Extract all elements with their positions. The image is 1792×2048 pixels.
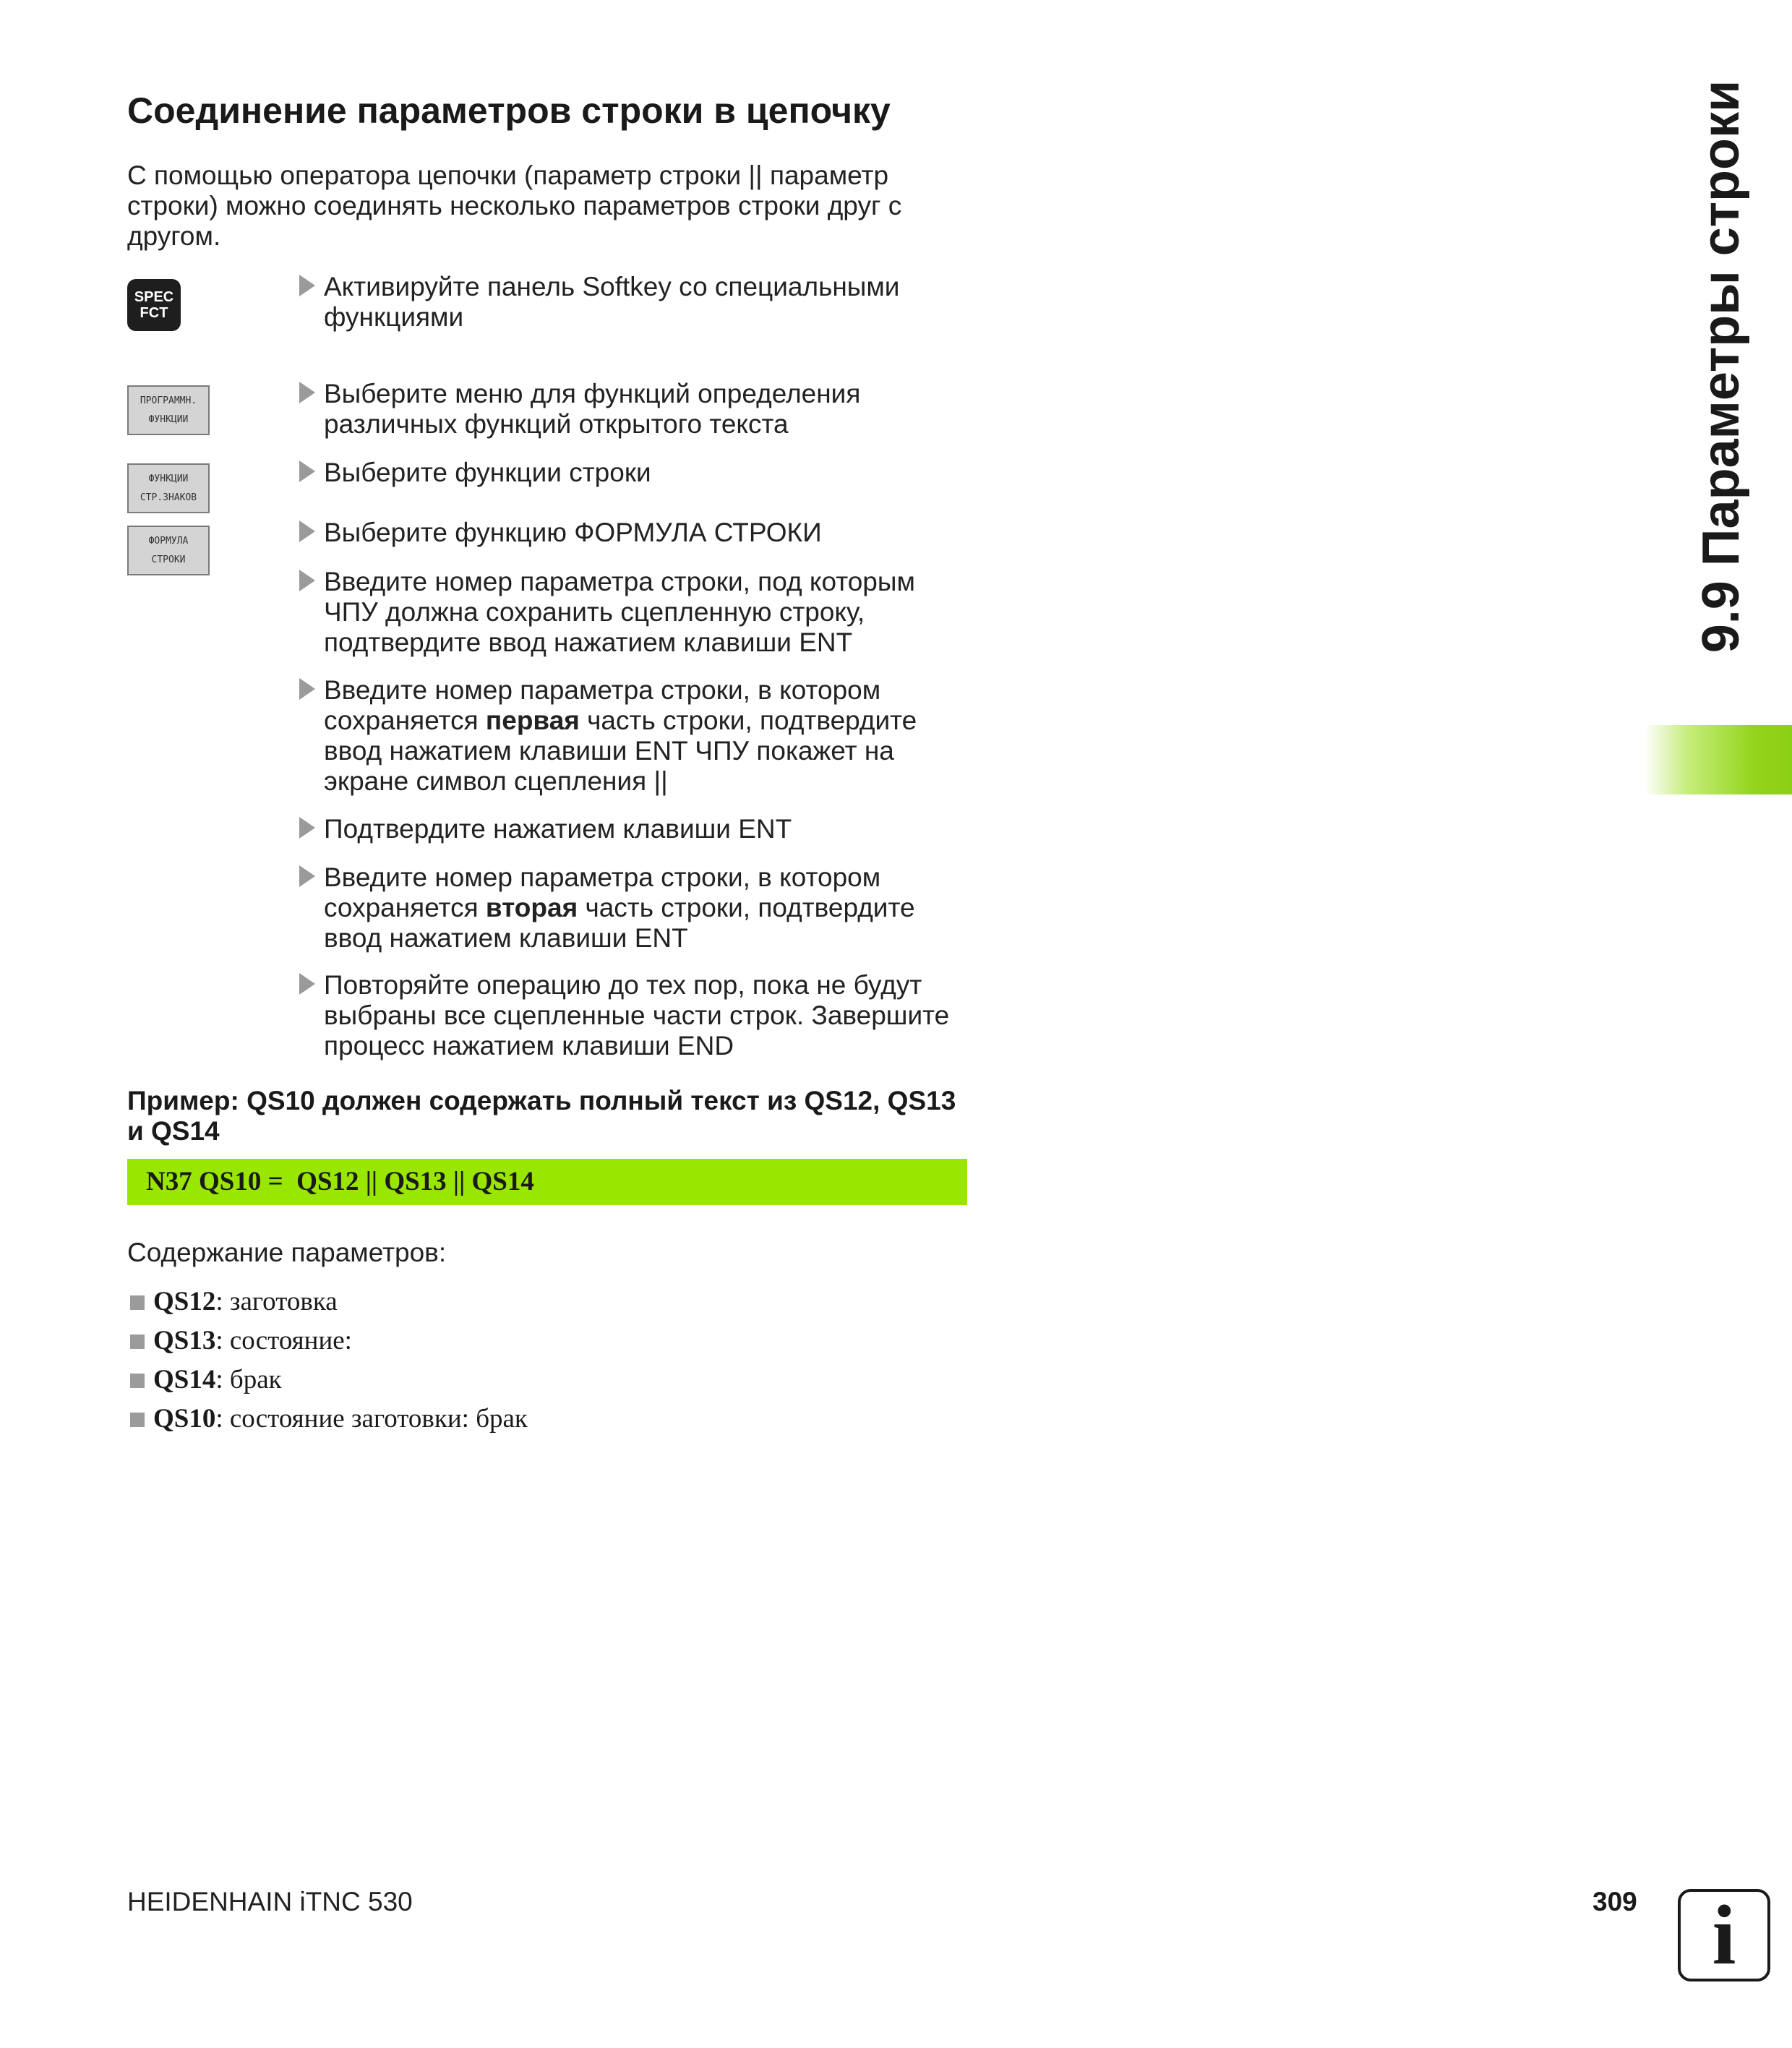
step-item: Введите номер параметра строки, в котором сохраняется вторая часть строки, подтвердите ввод нажатием клавиши ENT xyxy=(298,862,970,954)
spec-fct-key-icon xyxy=(127,279,181,331)
arrow-icon xyxy=(299,817,315,839)
step-item: Выберите функции строки xyxy=(298,458,970,488)
arrow-icon xyxy=(299,570,315,591)
step-item: Повторяйте операцию до тех пор, пока не будут выбраны все сцепленные части строк. Завершите процесс нажатием клавиши END xyxy=(298,970,970,1061)
emphasis-text: вторая xyxy=(485,893,578,922)
softkey-program-functions xyxy=(127,385,210,435)
arrow-icon xyxy=(299,520,315,542)
softkey-label-line: ФУНКЦИИ xyxy=(148,473,189,484)
page-title: Соединение параметров строки в цепочку xyxy=(127,90,891,131)
section-tab-marker xyxy=(1645,725,1792,794)
arrow-icon xyxy=(299,865,315,887)
step-item: Подтвердите нажатием клавиши ENT xyxy=(298,814,970,844)
list-item: QS12: заготовка xyxy=(130,1287,338,1317)
page-number: 309 xyxy=(1592,1887,1637,1916)
code-line: N37 QS10 = QS12 || QS13 || QS14 xyxy=(127,1159,967,1205)
softkey-label-line: СТР.ЗНАКОВ xyxy=(140,492,197,503)
footer-product: HEIDENHAIN iTNC 530 xyxy=(127,1887,413,1916)
step-item: Активируйте панель Softkey со специальными функциями xyxy=(298,272,970,333)
arrow-icon xyxy=(299,460,315,482)
key-label-line: FCT xyxy=(140,305,168,321)
softkey-string-functions xyxy=(127,463,210,513)
list-item: QS10: состояние заготовки: брак xyxy=(130,1404,528,1434)
softkey-label-line: ФУНКЦИИ xyxy=(148,414,189,425)
square-bullet-icon xyxy=(130,1295,145,1310)
square-bullet-icon xyxy=(130,1374,145,1388)
square-bullet-icon xyxy=(130,1413,145,1427)
key-label-line: SPEC xyxy=(134,289,174,305)
section-side-title: 9.9 Параметры строки xyxy=(1692,80,1750,654)
softkey-label-line: ФОРМУЛА xyxy=(148,535,189,547)
softkey-string-formula xyxy=(127,526,210,575)
arrow-icon xyxy=(299,275,315,296)
list-item: QS13: состояние: xyxy=(130,1326,352,1356)
arrow-icon xyxy=(299,382,315,403)
arrow-icon xyxy=(299,973,315,995)
arrow-icon xyxy=(299,678,315,700)
info-icon: i xyxy=(1678,1889,1770,1981)
example-heading: Пример: QS10 должен содержать полный текст из QS12, QS13 и QS14 xyxy=(127,1086,956,1146)
step-item: Введите номер параметра строки, под которым ЧПУ должна сохранить сцепленную строку, подтвердите ввод нажатием клавиши ENT xyxy=(298,567,970,658)
list-item: QS14: брак xyxy=(130,1365,282,1395)
step-item: Введите номер параметра строки, в котором сохраняется первая часть строки, подтвердите ввод нажатием клавиши ENT ЧПУ покажет на экране символ сцепления || xyxy=(298,675,970,797)
emphasis-text: первая xyxy=(485,706,580,735)
step-item: Выберите функцию ФОРМУЛА СТРОКИ xyxy=(298,518,970,548)
softkey-label-line: ПРОГРАММН. xyxy=(140,395,197,406)
contents-label: Содержание параметров: xyxy=(127,1238,447,1267)
softkey-label-line: СТРОКИ xyxy=(151,554,186,565)
square-bullet-icon xyxy=(130,1334,145,1349)
intro-paragraph: С помощью оператора цепочки (параметр строки || параметр строки) можно соединять несколько параметров строки друг с другом. xyxy=(127,160,902,251)
step-item: Выберите меню для функций определения различных функций открытого текста xyxy=(298,379,970,440)
